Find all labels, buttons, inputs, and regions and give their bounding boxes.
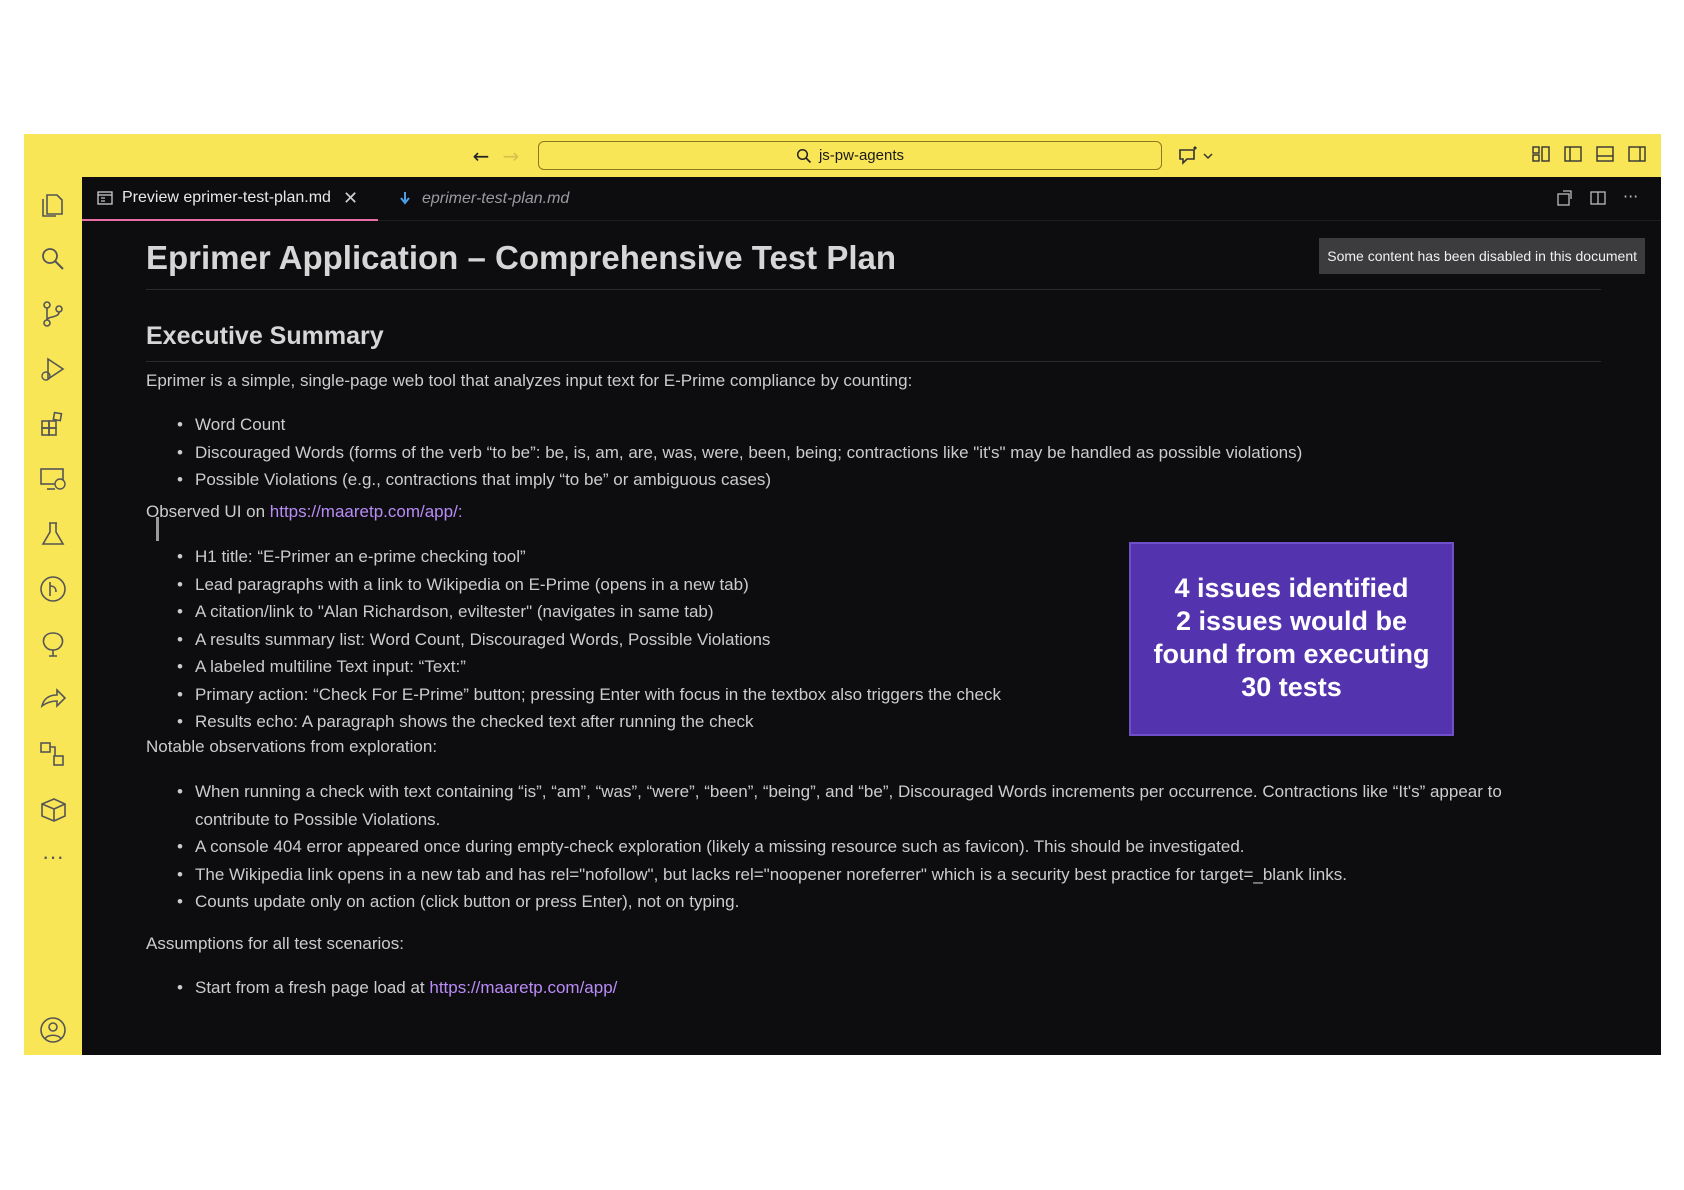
- markdown-icon: [396, 190, 414, 208]
- toggle-panel-icon[interactable]: [1595, 144, 1615, 164]
- tab-bar: [82, 177, 1661, 221]
- list-item: • Lead paragraphs with a link to Wikipedia on E-Prime (opens in a new tab): [146, 571, 1001, 599]
- split-editor-icon[interactable]: [1589, 189, 1607, 207]
- preview-icon: [96, 189, 114, 207]
- tab-label: Preview eprimer-test-plan.md: [122, 189, 331, 206]
- assumptions-list: [146, 974, 617, 1002]
- list-item: • Possible Violations (e.g., contractions that imply “to be” or ambiguous cases): [146, 466, 1302, 494]
- list-item: • Word Count: [146, 411, 1302, 439]
- explorer-icon[interactable]: [38, 189, 68, 219]
- counts-list: [146, 411, 1302, 494]
- testing-icon[interactable]: [38, 519, 68, 549]
- package-icon[interactable]: [38, 794, 68, 824]
- list-item: • Results echo: A paragraph shows the checked text after running the check: [146, 708, 1001, 736]
- search-icon: [796, 148, 812, 164]
- list-item: • Discouraged Words (forms of the verb “to be”: be, is, am, are, was, were, been, being; contractions like "it's" may be handled as possible violations): [146, 439, 1302, 467]
- close-icon[interactable]: ✕: [342, 187, 359, 209]
- open-source-icon[interactable]: [1555, 189, 1573, 207]
- list-item: • A console 404 error appeared once during empty-check exploration (likely a missing resource such as favicon). This should be investigated.: [146, 833, 1526, 861]
- toggle-primary-sidebar-icon[interactable]: [1563, 144, 1583, 164]
- tab-markdown-source[interactable]: [396, 177, 569, 221]
- editor-actions: [1555, 189, 1641, 207]
- layout-controls: [1531, 144, 1647, 164]
- observed-list: [146, 543, 1001, 736]
- run-debug-icon[interactable]: [38, 354, 68, 384]
- callout-line: 2 issues would be: [1175, 606, 1408, 636]
- git-graph-icon[interactable]: [38, 574, 68, 604]
- list-item: • H1 title: “E-Primer an e-prime checking tool”: [146, 543, 1001, 571]
- page-title: Eprimer Application – Comprehensive Test Plan: [146, 239, 1601, 290]
- customize-layout-icon[interactable]: [1531, 144, 1551, 164]
- activity-bar: [24, 177, 82, 1055]
- extensions-icon[interactable]: [38, 409, 68, 439]
- content-disabled-notice[interactable]: Some content has been disabled in this document: [1319, 238, 1645, 274]
- observed-paragraph: [146, 502, 463, 522]
- section-heading-executive-summary: Executive Summary: [146, 322, 1601, 362]
- assumption-prefix: Start from a fresh page load at: [195, 978, 430, 997]
- arrow-left-icon[interactable]: ←: [472, 144, 490, 168]
- source-control-icon[interactable]: [38, 299, 68, 329]
- list-item: [146, 974, 617, 1002]
- list-item: • A results summary list: Word Count, Discouraged Words, Possible Violations: [146, 626, 1001, 654]
- toggle-secondary-sidebar-icon[interactable]: [1627, 144, 1647, 164]
- more-actions-icon[interactable]: ···: [1623, 187, 1639, 206]
- observed-prefix: Observed UI on: [146, 502, 270, 521]
- title-bar: [24, 134, 1661, 177]
- search-icon[interactable]: [38, 244, 68, 274]
- tree-icon[interactable]: [38, 629, 68, 659]
- flow-icon[interactable]: [38, 739, 68, 769]
- share-icon[interactable]: [38, 684, 68, 714]
- arrow-right-icon[interactable]: →: [502, 144, 520, 168]
- tab-label: eprimer-test-plan.md: [422, 190, 570, 207]
- intro-paragraph: Eprimer is a simple, single-page web tool that analyzes input text for E-Prime compliance by counting:: [146, 371, 913, 390]
- command-center-search[interactable]: [538, 141, 1162, 170]
- search-text: js-pw-agents: [818, 147, 905, 164]
- tab-preview[interactable]: [82, 177, 378, 221]
- list-item: • The Wikipedia link opens in a new tab and has rel="nofollow", but lacks rel="noopener noreferrer" which is a security best practice for target=_blank links.: [146, 861, 1526, 889]
- notable-list: [146, 778, 1526, 916]
- account-icon[interactable]: [38, 1015, 68, 1045]
- list-item: • Primary action: “Check For E-Prime” button; pressing Enter with focus in the textbox also triggers the check: [146, 681, 1001, 709]
- callout-line: 30 tests: [1241, 672, 1342, 702]
- list-item: • A citation/link to "Alan Richardson, eviltester" (navigates in same tab): [146, 598, 1001, 626]
- issues-callout: [1129, 542, 1454, 736]
- app-link[interactable]: https://maaretp.com/app/:: [269, 502, 463, 521]
- notable-heading: Notable observations from exploration:: [146, 737, 438, 756]
- list-item: • A labeled multiline Text input: “Text:”: [146, 653, 1001, 681]
- list-item: • When running a check with text containing “is”, “am”, “was”, “were”, “been”, “being”, and “be”, Discouraged Words increments per occurrence. Contractions like “It's” appear to contribute to Possible Violations.: [146, 778, 1526, 833]
- copilot-icon[interactable]: [1177, 144, 1219, 168]
- more-icon[interactable]: ···: [42, 844, 64, 869]
- list-item: • Counts update only on action (click button or press Enter), not on typing.: [146, 888, 1526, 916]
- assumptions-heading: Assumptions for all test scenarios:: [146, 934, 404, 953]
- app-link[interactable]: https://maaretp.com/app/: [429, 978, 618, 997]
- remote-explorer-icon[interactable]: [38, 464, 68, 494]
- callout-line: 4 issues identified: [1174, 573, 1409, 603]
- callout-line: found from executing: [1153, 639, 1430, 669]
